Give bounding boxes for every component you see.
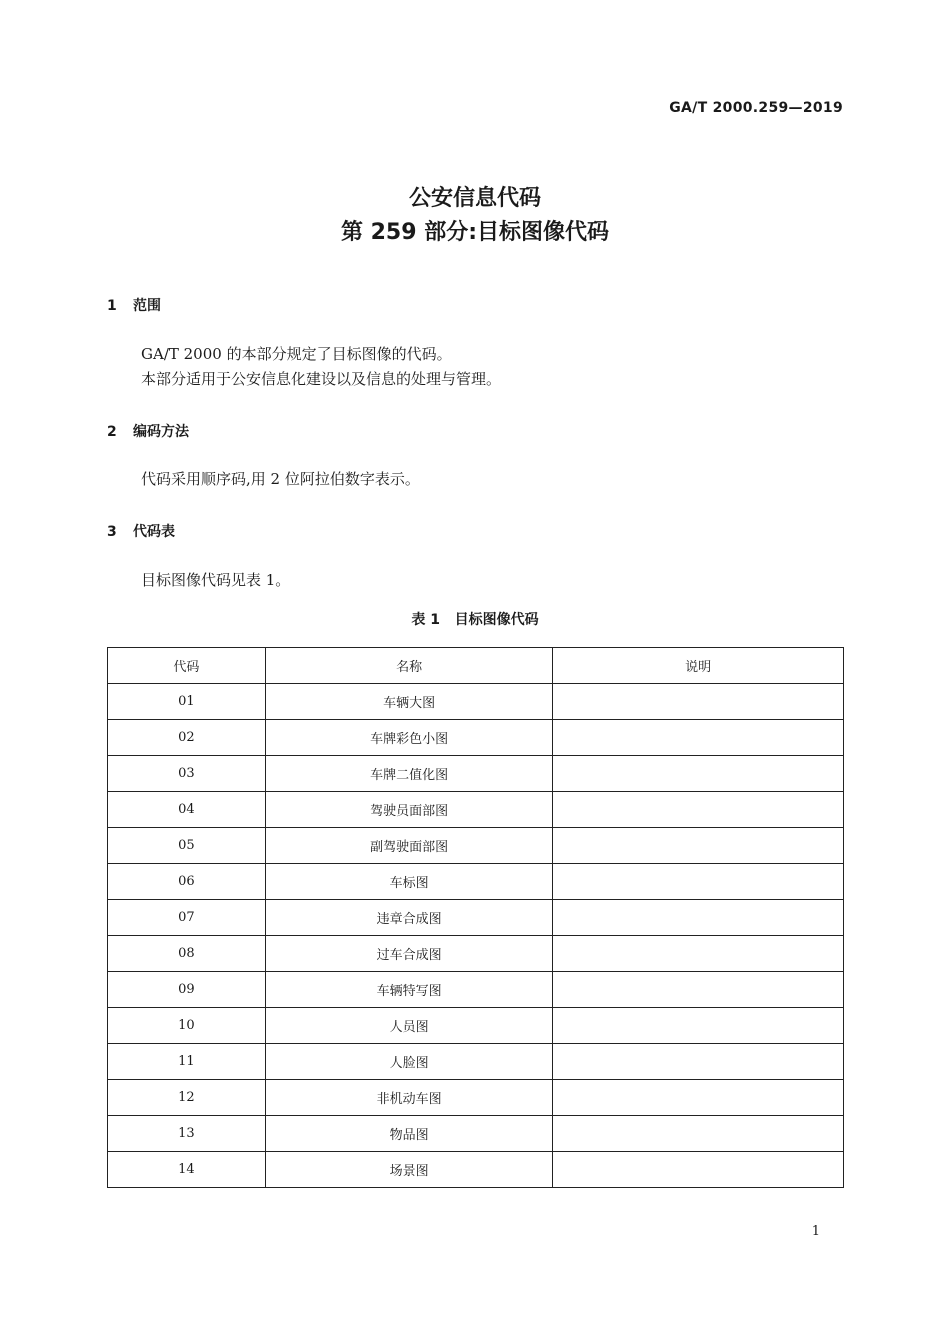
cell-description: [553, 864, 844, 900]
cell-name: 场景图: [265, 1152, 553, 1188]
paragraph: 本部分适用于公安信息化建设以及信息的处理与管理。: [141, 370, 502, 388]
cell-name: 人员图: [265, 1008, 553, 1044]
table-row: [108, 1008, 844, 1044]
cell-code: 12: [108, 1080, 266, 1116]
table-row: [108, 792, 844, 828]
section-title: 范围: [133, 298, 161, 314]
table-row: [108, 756, 844, 792]
cell-name: 副驾驶面部图: [265, 828, 553, 864]
cell-description: [553, 900, 844, 936]
cell-name: 车牌二值化图: [265, 756, 553, 792]
cell-description: [553, 792, 844, 828]
section-title: 编码方法: [133, 424, 189, 440]
cell-description: [553, 828, 844, 864]
cell-description: [553, 936, 844, 972]
cell-name: 物品图: [265, 1116, 553, 1152]
cell-description: [553, 1080, 844, 1116]
table-row: [108, 828, 844, 864]
cell-name: 车牌彩色小图: [265, 720, 553, 756]
table-row: [108, 720, 844, 756]
cell-code: 09: [108, 972, 266, 1008]
table-row: [108, 1080, 844, 1116]
cell-name: 驾驶员面部图: [265, 792, 553, 828]
cell-name: 车标图: [265, 864, 553, 900]
cell-code: 06: [108, 864, 266, 900]
cell-code: 11: [108, 1044, 266, 1080]
code-table: [107, 647, 844, 1188]
section-heading-code-table: [107, 521, 175, 541]
table-row: [108, 936, 844, 972]
table-row: [108, 900, 844, 936]
column-header-name: 名称: [265, 648, 553, 684]
column-header-description: 说明: [553, 648, 844, 684]
cell-name: 非机动车图: [265, 1080, 553, 1116]
section-number: 2: [107, 424, 117, 440]
table-row: [108, 684, 844, 720]
cell-description: [553, 1152, 844, 1188]
section-heading-coding-method: [107, 421, 189, 441]
cell-code: 14: [108, 1152, 266, 1188]
cell-code: 07: [108, 900, 266, 936]
paragraph: GA/T 2000 的本部分规定了目标图像的代码。: [141, 345, 452, 363]
cell-description: [553, 684, 844, 720]
cell-description: [553, 1044, 844, 1080]
section-number: 3: [107, 524, 117, 540]
table-header-row: [108, 648, 844, 684]
paragraph: 代码采用顺序码,用 2 位阿拉伯数字表示。: [141, 470, 420, 488]
standard-code: GA/T 2000.259—2019: [669, 100, 843, 116]
cell-name: 人脸图: [265, 1044, 553, 1080]
cell-code: 13: [108, 1116, 266, 1152]
cell-name: 车辆特写图: [265, 972, 553, 1008]
cell-name: 过车合成图: [265, 936, 553, 972]
cell-description: [553, 972, 844, 1008]
cell-description: [553, 756, 844, 792]
section-title: 代码表: [133, 524, 175, 540]
cell-description: [553, 1008, 844, 1044]
cell-code: 03: [108, 756, 266, 792]
cell-code: 08: [108, 936, 266, 972]
table-row: [108, 864, 844, 900]
cell-description: [553, 720, 844, 756]
page-number: 1: [811, 1224, 820, 1239]
table-row: [108, 1044, 844, 1080]
table-row: [108, 1116, 844, 1152]
cell-code: 01: [108, 684, 266, 720]
cell-description: [553, 1116, 844, 1152]
section-heading-scope: [107, 295, 161, 315]
document-subtitle: 第 259 部分:目标图像代码: [340, 220, 610, 245]
cell-code: 05: [108, 828, 266, 864]
table-row: [108, 972, 844, 1008]
table-caption: 表 1 目标图像代码: [411, 612, 539, 628]
document-title: 公安信息代码: [408, 186, 541, 211]
paragraph: 目标图像代码见表 1。: [141, 571, 291, 589]
table-row: [108, 1152, 844, 1188]
section-number: 1: [107, 298, 117, 314]
cell-code: 02: [108, 720, 266, 756]
cell-code: 04: [108, 792, 266, 828]
cell-code: 10: [108, 1008, 266, 1044]
cell-name: 违章合成图: [265, 900, 553, 936]
column-header-code: 代码: [108, 648, 266, 684]
cell-name: 车辆大图: [265, 684, 553, 720]
